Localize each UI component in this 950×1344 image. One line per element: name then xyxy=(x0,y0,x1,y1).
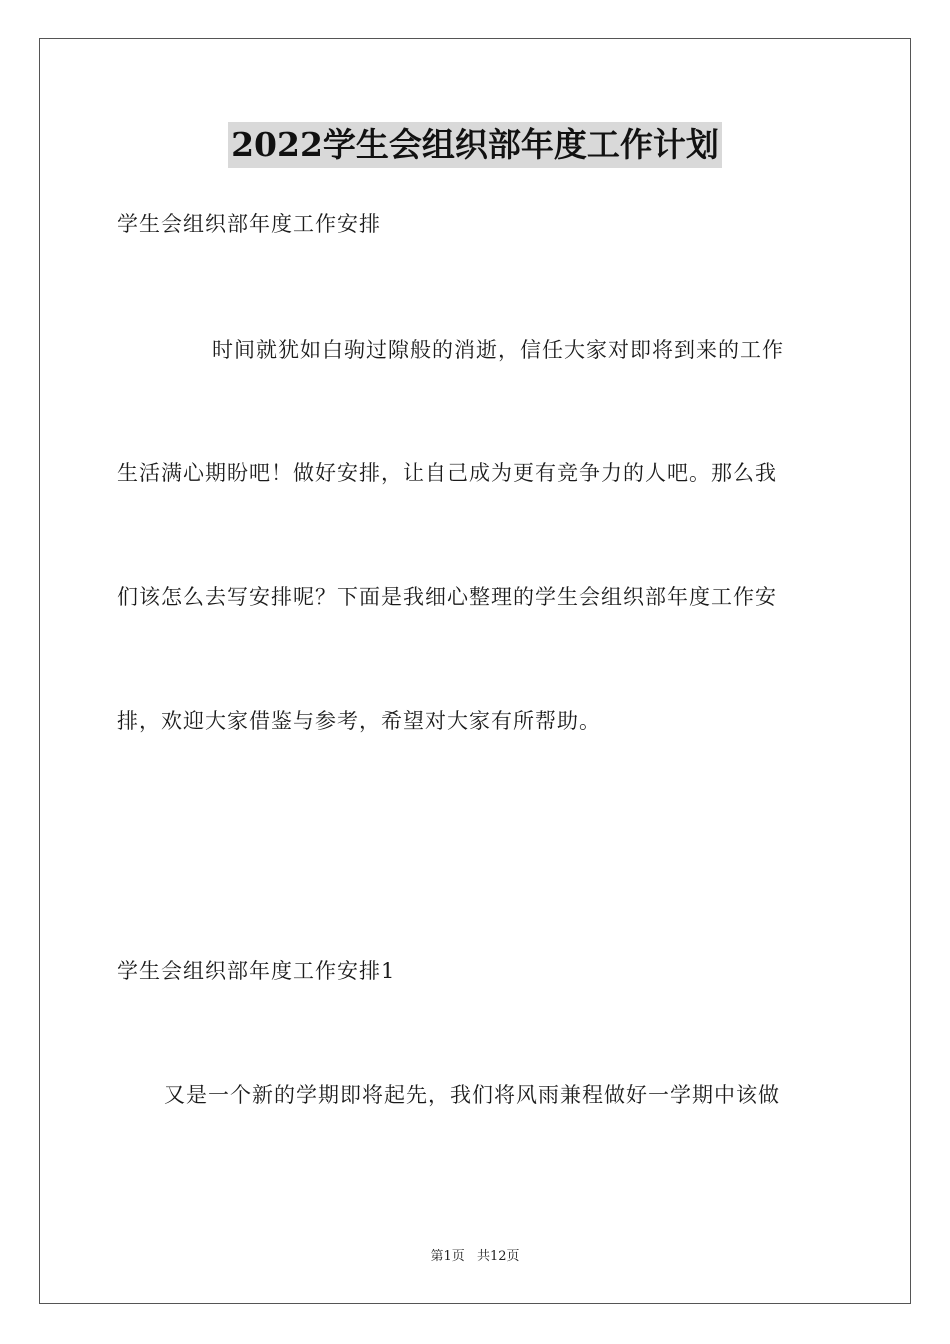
page-number: 第1页 xyxy=(430,1249,465,1264)
paragraph-line: 们该怎么去写安排呢？下面是我细心整理的学生会组织部年度工作安 xyxy=(117,585,777,609)
paragraph-line: 生活满心期盼吧！做好安排，让自己成为更有竞争力的人吧。那么我 xyxy=(117,461,777,485)
title-container xyxy=(0,122,950,168)
document-title: 2022学生会组织部年度工作计划 xyxy=(228,122,722,168)
section-heading: 学生会组织部年度工作安排1 xyxy=(117,959,396,983)
page-total: 共12页 xyxy=(476,1249,520,1264)
paragraph-line: 时间就犹如白驹过隙般的消逝，信任大家对即将到来的工作 xyxy=(212,338,784,362)
paragraph-line: 又是一个新的学期即将起先，我们将风雨兼程做好一学期中该做 xyxy=(164,1083,780,1107)
page-footer xyxy=(0,1248,950,1266)
section-heading: 学生会组织部年度工作安排 xyxy=(117,212,381,236)
paragraph-line: 排，欢迎大家借鉴与参考，希望对大家有所帮助。 xyxy=(117,709,601,733)
